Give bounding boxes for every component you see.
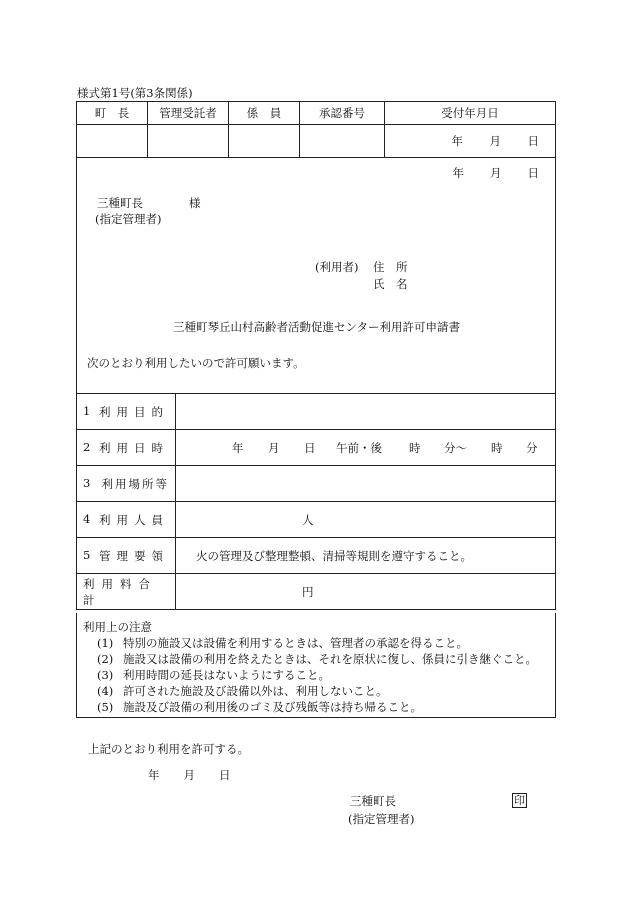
total-fee-field[interactable]: 円 <box>176 574 556 610</box>
applicant-label: (利用者) <box>315 260 359 274</box>
datetime-field[interactable]: 年 月 日 午前・後 時 分〜 時 分 <box>176 430 556 466</box>
purpose-field[interactable] <box>176 394 556 430</box>
header-cell-staff: 係 員 <box>229 102 300 125</box>
approver-designated-manager: (指定管理者) <box>348 812 415 826</box>
application-date[interactable]: 年 月 日 <box>452 166 539 180</box>
form-label: 様式第1号(第3条関係) <box>77 86 193 100</box>
management-rules: 火の管理及び整理整頓、清掃等規則を遵守すること。 <box>176 538 556 574</box>
approval-date[interactable]: 年 月 日 <box>148 768 231 782</box>
table-row: 4 利用人員 人 <box>77 502 556 538</box>
form-title: 三種町琴丘山村高齢者活動促進センター利用許可申請書 <box>173 320 461 334</box>
addressee: 三種町長 <box>97 196 143 210</box>
approval-number-field[interactable] <box>300 125 385 158</box>
stamp-box-staff[interactable] <box>229 125 300 158</box>
name-label: 氏 名 <box>373 277 408 291</box>
seal-mark: 印 <box>514 794 525 807</box>
notes-heading: 利用上の注意 <box>83 620 152 634</box>
list-item: (4) 許可された施設及び設備以外は、利用しないこと。 <box>97 684 388 698</box>
honorific: 様 <box>189 196 201 210</box>
approver-mayor: 三種町長 <box>350 794 396 808</box>
table-row: 1 利用目的 <box>77 394 556 430</box>
list-item: (5) 施設及び設備の利用後のゴミ及び残飯等は持ち帰ること。 <box>97 700 422 714</box>
attendees-field[interactable]: 人 <box>176 502 556 538</box>
header-cell-received-date: 受付年月日 <box>385 102 556 125</box>
table-row: 利用料合計 円 <box>77 574 556 610</box>
request-text: 次のとおり利用したいので許可願います。 <box>87 356 305 370</box>
table-row: 3 利用場所等 <box>77 466 556 502</box>
usage-notes <box>76 613 556 718</box>
header-cell-approval-number: 承認番号 <box>300 102 385 125</box>
stamp-box-manager[interactable] <box>148 125 229 158</box>
location-field[interactable] <box>176 466 556 502</box>
address-label: 住 所 <box>373 260 408 274</box>
stamp-box-mayor[interactable] <box>77 125 148 158</box>
list-item: (3) 利用時間の延長はないようにすること。 <box>97 668 330 682</box>
list-item: (2) 施設又は設備の利用を終えたときは、それを原状に復し、係員に引き継ぐこと。 <box>97 652 537 666</box>
approval-text: 上記のとおり利用を許可する。 <box>88 742 249 756</box>
received-date-field[interactable]: 年 月 日 <box>385 125 556 158</box>
list-item: (1) 特別の施設又は設備を利用するときは、管理者の承認を得ること。 <box>97 636 468 650</box>
table-row: 2 利用日時 年 月 日 午前・後 時 分〜 時 分 <box>77 430 556 466</box>
application-body <box>76 155 556 394</box>
approval-stamp-table <box>76 101 556 158</box>
header-cell-manager: 管理受託者 <box>148 102 229 125</box>
table-row: 5 管理要領 火の管理及び整理整頓、清掃等規則を遵守すること。 <box>77 538 556 574</box>
usage-details-table <box>76 393 556 610</box>
designated-manager-label: (指定管理者) <box>95 212 162 226</box>
header-cell-mayor: 町 長 <box>77 102 148 125</box>
